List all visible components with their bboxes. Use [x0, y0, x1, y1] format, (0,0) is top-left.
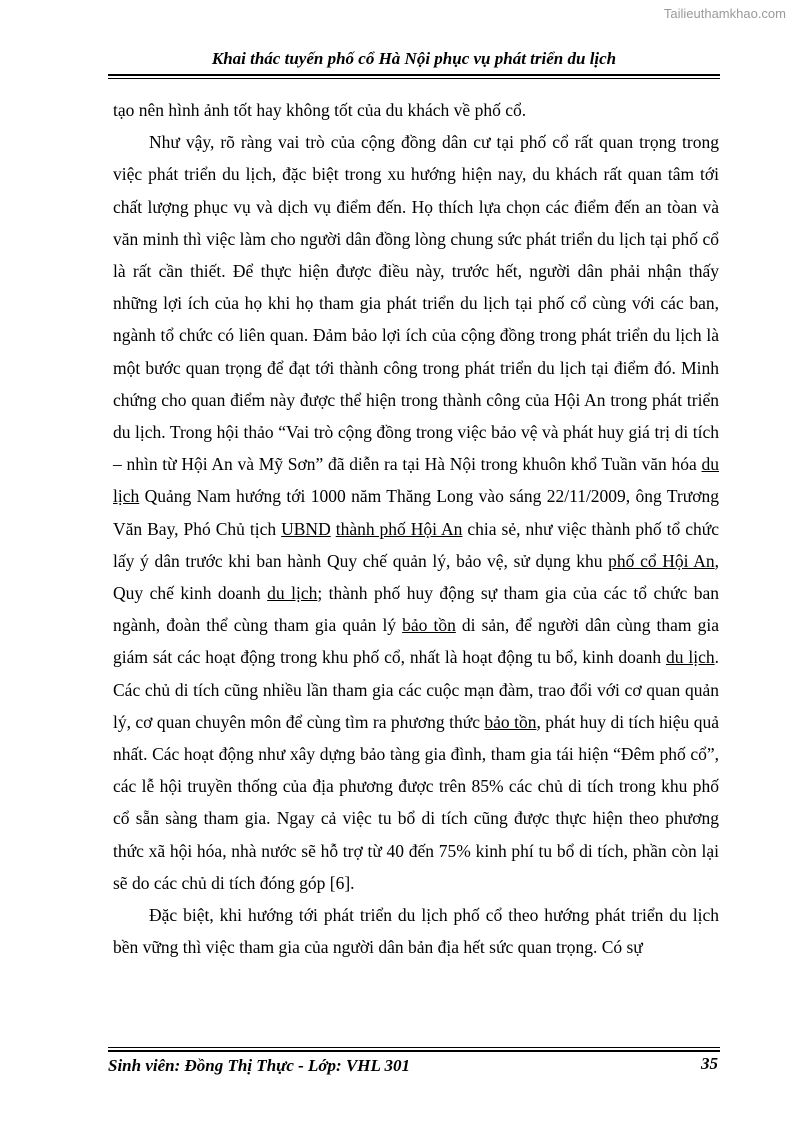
paragraph-3: Đặc biệt, khi hướng tới phát triển du lịch phố cổ theo hướng phát triển du lịch bền vững thì việc tham gia của người dân bản địa hết sức quan trọng. Có sự	[113, 905, 719, 958]
page-number: 35	[701, 1054, 718, 1073]
paragraph-2-text: Quảng Nam hướng tới 1000 năm Thăng Long vào sáng 22/11/2009, ông Trương Văn Bay, Phó Chủ tịch	[113, 486, 719, 539]
page-header-title: Khai thác tuyến phố cổ Hà Nội phục vụ phát triển du lịch	[211, 49, 617, 68]
link-du-lich[interactable]: du lịch	[113, 454, 719, 507]
footer-rule	[108, 1050, 720, 1052]
watermark: Tailieuthamkhao.com	[663, 6, 786, 21]
paragraph-2-text: di sản, để người dân cùng tham gia giám sát các hoạt động trong khu phố cổ, nhất là hoạt động tu bổ, kinh doanh	[113, 615, 719, 668]
paragraph-2-text: , Quy chế kinh doanh	[113, 550, 719, 604]
header-rule	[108, 74, 720, 76]
link-ubnd[interactable]: UBND	[281, 518, 331, 539]
link-bao-ton[interactable]: bảo tồn	[484, 711, 537, 732]
document-body	[113, 94, 719, 963]
link-du-lich[interactable]: du lịch	[666, 647, 715, 668]
paragraph-2-text: ; thành phố huy động sự tham gia của các tổ chức ban ngành, đoàn thể cùng tham gia quản lý	[113, 583, 719, 636]
link-pho-co-hoi-an[interactable]: phố cổ Hội An	[608, 550, 715, 571]
footer-student-info: Sinh viên: Đồng Thị Thực - Lớp: VHL 301	[108, 1056, 411, 1075]
link-du-lich[interactable]: du lịch	[267, 583, 318, 604]
paragraph-2-text: . Các chủ di tích cũng nhiều lần tham gia các cuộc mạn đàm, trao đổi với cơ quan quản lý, cơ quan chuyên môn để cùng tìm ra phương thức	[113, 647, 719, 732]
link-bao-ton[interactable]: bảo tồn	[402, 615, 456, 636]
footer-rule-thin	[108, 1047, 720, 1048]
paragraph-2-text: , phát huy di tích hiệu quả nhất. Các hoạt động như xây dựng bảo tàng gia đình, tham gia tái hiện “Đêm phố cổ”, các lễ hội truyền thống của địa phương được trên 85% các chủ di tích trong khu phố cổ sẵn sàng tham gia. Ngay cả việc tu bổ di tích cũng được thực hiện theo phương thức xã hội hóa, nhà nước sẽ hỗ trợ từ 40 đến 75% kinh phí tu bổ di tích, phần còn lại sẽ do các chủ di tích đóng góp [6].	[113, 711, 719, 893]
paragraph-2-text: chia sẻ, như việc thành phố tổ chức lấy ý dân trước khi ban hành Quy chế quản lý, bảo vệ, sử dụng khu	[113, 518, 719, 571]
link-thanh-pho-hoi-an[interactable]: thành phố Hội An	[335, 518, 463, 539]
paragraph-1: tạo nên hình ảnh tốt hay không tốt của du khách về phố cổ.	[113, 100, 527, 120]
paragraph-2-text: Như vậy, rõ ràng vai trò của cộng đồng dân cư tại phố cổ rất quan trọng trong việc phát triển du lịch, đặc biệt trong xu hướng hiện nay, du khách rất quan tâm tới chất lượng phục vụ và dịch vụ điểm đến. Họ thích lựa chọn các điểm đến an tòan và văn minh thì việc làm cho người dân đồng lòng chung sức phát triển du lịch tại phố cổ là rất cần thiết. Để thực hiện được điều này, trước hết, người dân phải nhận thấy những lợi ích của họ khi họ tham gia phát triển du lịch tại phố cổ cùng với các ban, ngành tổ chức có liên quan. Đảm bảo lợi ích của cộng đồng trong phát triển du lịch là một bước quan trọng để đạt tới thành công trong phát triển du lịch tại điểm đó. Minh chứng cho quan điểm này được thể hiện trong thành công của Hội An trong phát triển du lịch. Trong hội thảo “Vai trò cộng đồng trong việc bảo vệ và phát huy giá trị di tích – nhìn từ Hội An và Mỹ Sơn” đã diễn ra tại Hà Nội trong khuôn khổ Tuần văn hóa	[113, 132, 719, 475]
header-rule-thin	[108, 78, 720, 79]
paragraph-2	[113, 126, 719, 899]
